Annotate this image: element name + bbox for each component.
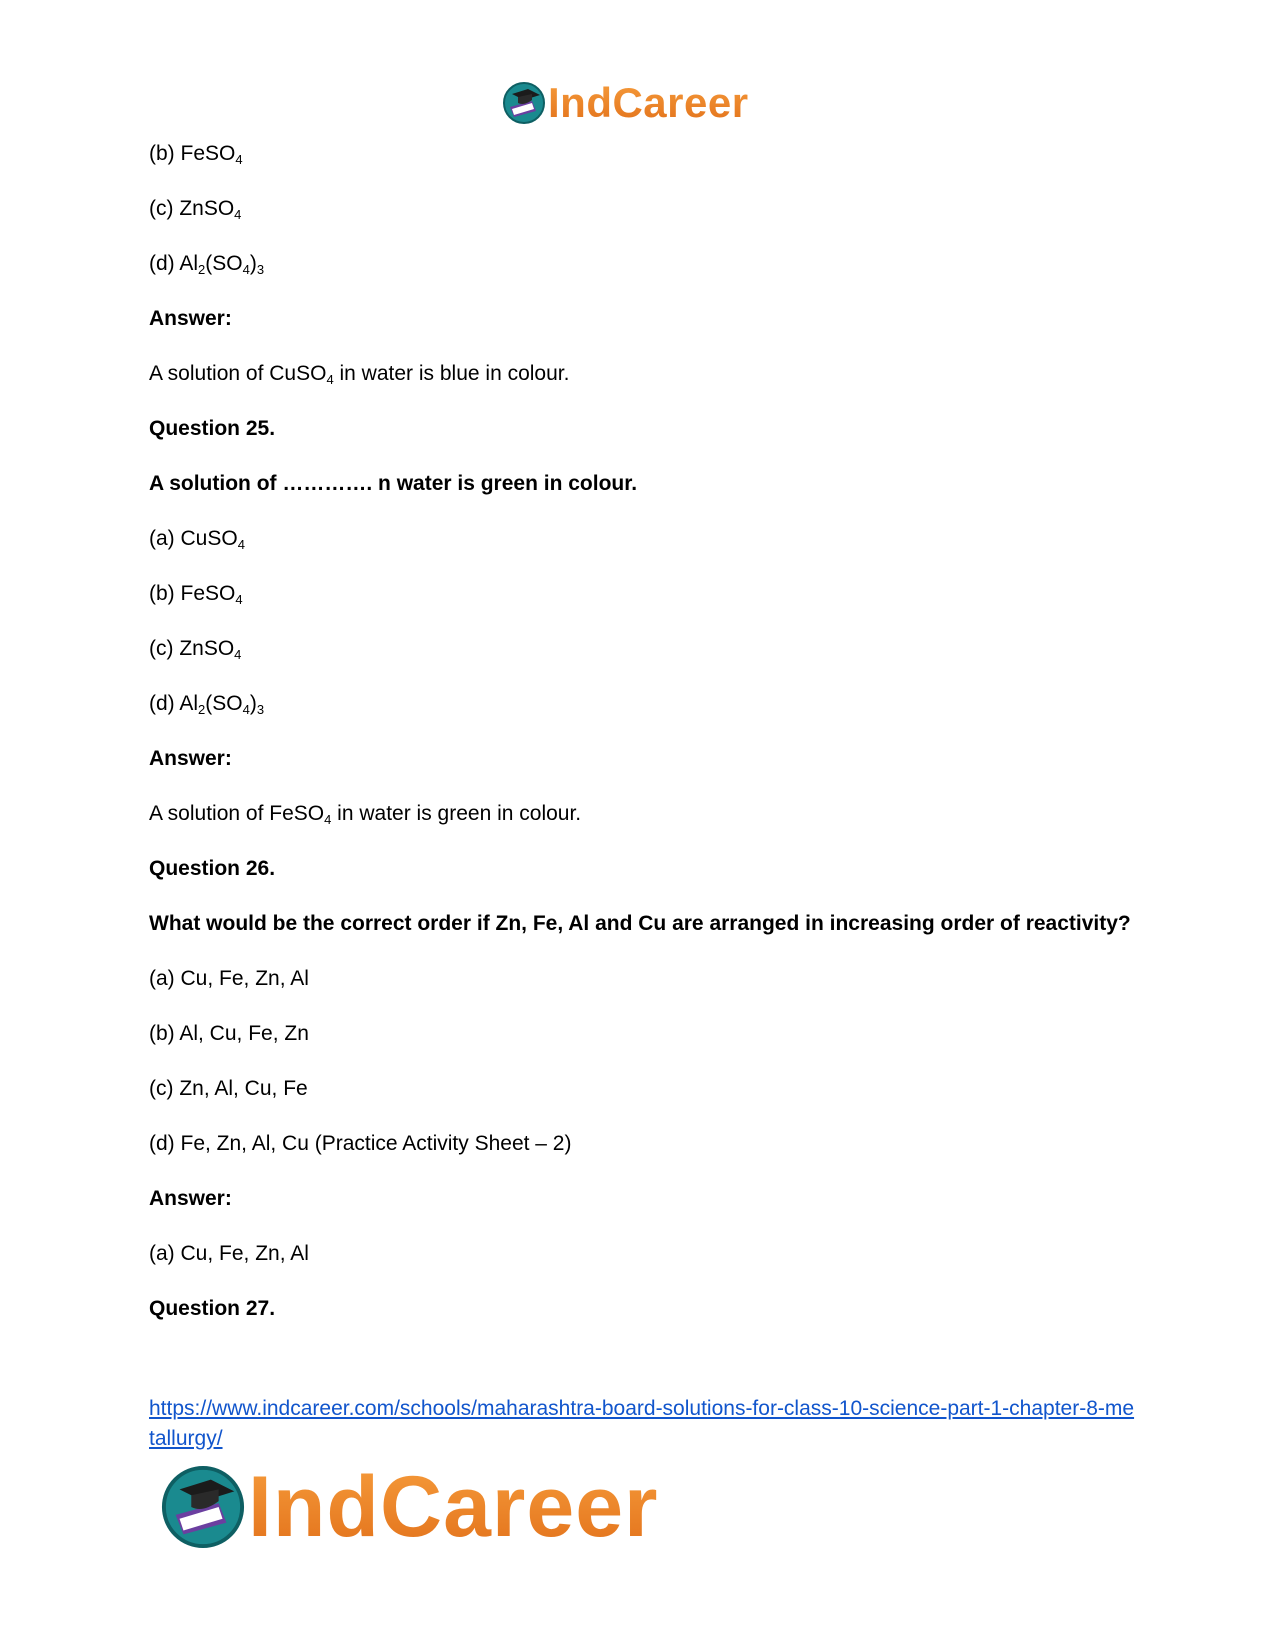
source-link[interactable]: https://www.indcareer.com/schools/maharashtra-board-solutions-for-class-10-science-part-1-chapter-8-metallurgy/	[149, 1397, 1135, 1450]
option-item: (b) FeSO$_4$	[149, 142, 243, 167]
option-item: (d) $Al_2(SO_4)_3$	[149, 252, 265, 277]
option-item: (c) Zn, Al, Cu, Fe	[149, 1077, 308, 1100]
answer-label: Answer:	[149, 1187, 232, 1210]
question-text: What would be the correct order if Zn, Fe, Al and Cu are arranged in increasing order of reactivity?	[149, 912, 1131, 935]
graduation-cap-icon	[160, 1464, 246, 1550]
brand-name: IndCareer	[548, 79, 749, 126]
question-text: A solution of …………. n water is green in colour.	[149, 472, 638, 495]
answer-text: A solution of FeSO$_4$ in water is green in colour.	[149, 802, 582, 827]
answer-label: Answer:	[149, 307, 232, 330]
question-number: Question 27.	[149, 1297, 276, 1320]
option-item: (d) Fe, Zn, Al, Cu (Practice Activity Sheet – 2)	[149, 1132, 572, 1155]
answer-label: Answer:	[149, 747, 232, 770]
header-logo	[502, 78, 749, 128]
option-item: (a) CuSO$_4$	[149, 527, 245, 552]
footer-logo	[160, 1459, 659, 1555]
option-item: (b) FeSO$_4$	[149, 582, 243, 607]
option-item: (d) $Al_2(SO_4)_3$	[149, 692, 265, 717]
document-body	[149, 140, 1139, 1350]
question-number: Question 26.	[149, 857, 276, 880]
brand-name: IndCareer	[248, 1459, 659, 1555]
option-item: (a) Cu, Fe, Zn, Al	[149, 967, 309, 990]
option-item: (c) ZnSO$_4$	[149, 637, 242, 662]
option-item: (a) Cu, Fe, Zn, Al	[149, 1242, 309, 1265]
option-item: (c) ZnSO$_4$	[149, 197, 242, 222]
graduation-cap-icon	[502, 81, 546, 125]
option-item: (b) Al, Cu, Fe, Zn	[149, 1022, 309, 1045]
question-number: Question 25.	[149, 417, 276, 440]
answer-text: A solution of CuSO$_4$ in water is blue in colour.	[149, 362, 570, 387]
